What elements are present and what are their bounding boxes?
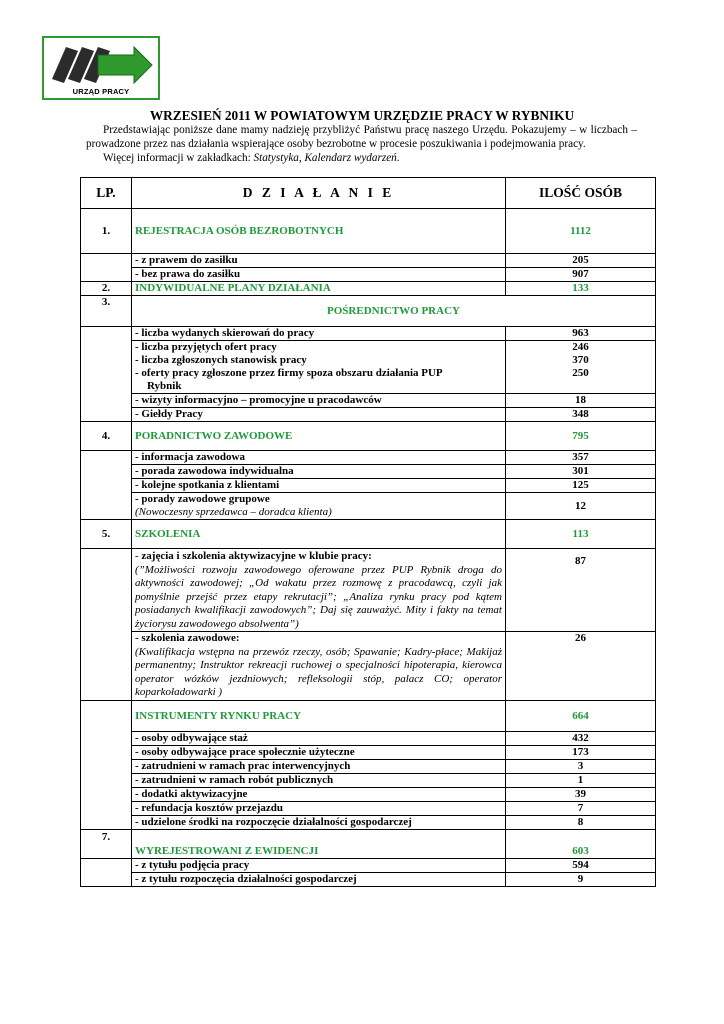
empty-cell bbox=[81, 549, 132, 701]
row-label: - dodatki aktywizacyjne bbox=[132, 787, 506, 801]
row-value: 594 bbox=[506, 858, 656, 872]
section-number: 5. bbox=[81, 520, 132, 549]
section-number: 1. bbox=[81, 209, 132, 254]
empty-cell bbox=[81, 327, 132, 422]
section-number: 7. bbox=[81, 829, 132, 858]
row-value: 963 bbox=[506, 327, 656, 341]
intro-paragraph: Przedstawiając poniższe dane mamy nadzieję przybliżyć Państwu pracę naszego Urzędu. Pokazujemy – w liczbach – prowadzone przez nas działania wspierające osoby bezrobotne w procesie poszukiwania i podejmowania pracy. bbox=[86, 124, 637, 150]
row-label: - osoby odbywające staż bbox=[132, 731, 506, 745]
section-value: 133 bbox=[506, 282, 656, 296]
table-row bbox=[81, 801, 656, 815]
row-value: 26 bbox=[506, 632, 656, 701]
row-value: 370 bbox=[506, 354, 656, 367]
section-title: POŚREDNICTWO PRACY bbox=[132, 296, 656, 327]
row-label-note: (”Możliwości rozwoju zawodowego oferowane przez PUP Rybnik droga do aktywności zawodowej; „Od wakatu przez rozmowę z pracodawcą, czyli jak pomyślnie przejść przez etapy rekrutacji”; „Analiza rynku pracy pod kątem posiadanych kwalifikacji zawodowych”; Daj się zauważyć. Mity i fakty na temat życiorysu zawodowego absolwenta”) bbox=[135, 563, 502, 630]
row-value: 907 bbox=[506, 268, 656, 282]
section-value: 795 bbox=[506, 422, 656, 451]
table-row bbox=[81, 327, 656, 341]
row-value: 357 bbox=[506, 451, 656, 465]
section-row bbox=[81, 700, 656, 731]
row-value: 173 bbox=[506, 745, 656, 759]
row-value: 39 bbox=[506, 787, 656, 801]
section-title: INDYWIDUALNE PLANY DZIAŁANIA bbox=[132, 282, 506, 296]
row-label-main: - porady zawodowe grupowe bbox=[135, 493, 270, 505]
row-label: - z prawem do zasiłku bbox=[132, 254, 506, 268]
section-title: PORADNICTWO ZAWODOWE bbox=[132, 422, 506, 451]
intro-suffix: . bbox=[396, 152, 400, 164]
section-title: WYREJESTROWANI Z EWIDENCJI bbox=[132, 829, 506, 858]
empty-cell bbox=[81, 254, 132, 282]
header-ilosc: ILOŚĆ OSÓB bbox=[506, 178, 656, 209]
intro-more-info bbox=[86, 151, 637, 165]
row-label: - porada zawodowa indywidualna bbox=[132, 465, 506, 479]
section-number: 3. bbox=[81, 296, 132, 327]
row-label: - zatrudnieni w ramach prac interwencyjnych bbox=[132, 759, 506, 773]
row-value: 301 bbox=[506, 465, 656, 479]
table-row bbox=[81, 268, 656, 282]
section-number: 4. bbox=[81, 422, 132, 451]
row-label-line1: - oferty pracy zgłoszone przez firmy spoza obszaru działania PUP bbox=[135, 367, 443, 379]
table-row bbox=[81, 815, 656, 829]
row-value: 87 bbox=[506, 549, 656, 632]
row-value: 3 bbox=[506, 759, 656, 773]
section-value: 664 bbox=[506, 700, 656, 731]
section-number: 2. bbox=[81, 282, 132, 296]
row-value: 432 bbox=[506, 731, 656, 745]
statystyka-link[interactable]: Statystyka bbox=[253, 152, 299, 164]
empty-cell bbox=[81, 858, 132, 886]
row-value: 348 bbox=[506, 408, 656, 422]
row-value: 250 bbox=[506, 367, 656, 394]
section-title: INSTRUMENTY RYNKU PRACY bbox=[132, 700, 506, 731]
table-row bbox=[81, 254, 656, 268]
table-row bbox=[81, 479, 656, 493]
section-row bbox=[81, 296, 656, 327]
row-value: 12 bbox=[506, 493, 656, 520]
row-label bbox=[132, 493, 506, 520]
table-row bbox=[81, 632, 656, 701]
row-value: 7 bbox=[506, 801, 656, 815]
table-row bbox=[81, 367, 656, 394]
table-row bbox=[81, 759, 656, 773]
row-label: - z tytułu rozpoczęcia działalności gospodarczej bbox=[132, 872, 506, 886]
section-row bbox=[81, 282, 656, 296]
empty-cell bbox=[81, 451, 132, 520]
table-row bbox=[81, 858, 656, 872]
row-value: 8 bbox=[506, 815, 656, 829]
table-row bbox=[81, 872, 656, 886]
row-label: - liczba zgłoszonych stanowisk pracy bbox=[132, 354, 506, 367]
row-label-line2: Rybnik bbox=[147, 380, 182, 392]
empty-cell bbox=[81, 700, 132, 829]
row-label: - informacja zawodowa bbox=[132, 451, 506, 465]
row-label: - Giełdy Pracy bbox=[132, 408, 506, 422]
row-value: 205 bbox=[506, 254, 656, 268]
row-label-prefix: - bbox=[135, 550, 142, 562]
table-row bbox=[81, 731, 656, 745]
table-row bbox=[81, 354, 656, 367]
table-header-row bbox=[81, 178, 656, 209]
table-row bbox=[81, 493, 656, 520]
row-label bbox=[132, 367, 506, 394]
intro-text bbox=[86, 123, 637, 165]
table-row bbox=[81, 549, 656, 632]
section-value: 113 bbox=[506, 520, 656, 549]
row-label: - liczba przyjętych ofert pracy bbox=[132, 341, 506, 355]
table-row bbox=[81, 341, 656, 355]
row-label-note: (Kwalifikacja wstępna na przewóz rzeczy, osób; Spawanie; Kadry-płace; Makijaż permanentny; Instruktor rekreacji ruchowej o specjalności hipoterapia, kierowca operator wózków jezdniowych; refleksologii stóp, palacz CO; operator koparkoładowarki ) bbox=[135, 645, 502, 698]
section-row bbox=[81, 209, 656, 254]
row-label: - zatrudnieni w ramach robót publicznych bbox=[132, 773, 506, 787]
row-label bbox=[132, 549, 506, 632]
table-row bbox=[81, 465, 656, 479]
row-label-main: zajęcia i szkolenia aktywizacyjne w klubie pracy: bbox=[141, 550, 372, 562]
row-label: - z tytułu podjęcia pracy bbox=[132, 858, 506, 872]
table-row bbox=[81, 408, 656, 422]
row-label-main: - szkolenia zawodowe: bbox=[135, 632, 240, 644]
row-label: - udzielone środki na rozpoczęcie działalności gospodarczej bbox=[132, 815, 506, 829]
row-label bbox=[132, 632, 506, 701]
row-label: - refundacja kosztów przejazdu bbox=[132, 801, 506, 815]
table-row bbox=[81, 394, 656, 408]
kalendarz-link[interactable]: Kalendarz wydarzeń bbox=[304, 152, 397, 164]
row-label: - liczba wydanych skierowań do pracy bbox=[132, 327, 506, 341]
table-row bbox=[81, 787, 656, 801]
table-row bbox=[81, 745, 656, 759]
row-label: - wizyty informacyjno – promocyjne u pracodawców bbox=[132, 394, 506, 408]
logo-arrow-icon bbox=[48, 41, 154, 87]
row-value: 1 bbox=[506, 773, 656, 787]
section-title: SZKOLENIA bbox=[132, 520, 506, 549]
table-row bbox=[81, 773, 656, 787]
section-value: 603 bbox=[506, 829, 656, 858]
header-lp: LP. bbox=[81, 178, 132, 209]
row-label: - osoby odbywające prace społecznie użyteczne bbox=[132, 745, 506, 759]
intro-separator: , bbox=[298, 152, 305, 164]
section-row bbox=[81, 422, 656, 451]
row-value: 125 bbox=[506, 479, 656, 493]
intro-more-prefix: Więcej informacji w zakładkach: bbox=[103, 152, 254, 164]
row-label: - kolejne spotkania z klientami bbox=[132, 479, 506, 493]
row-label: - bez prawa do zasiłku bbox=[132, 268, 506, 282]
row-value: 246 bbox=[506, 341, 656, 355]
section-value: 1112 bbox=[506, 209, 656, 254]
header-dzialanie: D Z I A Ł A N I E bbox=[132, 178, 506, 209]
page-title: WRZESIEŃ 2011 W POWIATOWYM URZĘDZIE PRACY W RYBNIKU bbox=[149, 108, 575, 123]
urzad-pracy-logo bbox=[42, 36, 160, 100]
row-value: 9 bbox=[506, 872, 656, 886]
row-value: 18 bbox=[506, 394, 656, 408]
statistics-table bbox=[80, 177, 656, 887]
section-row bbox=[81, 520, 656, 549]
section-row bbox=[81, 829, 656, 858]
row-label-note: (Nowoczesny sprzedawca – doradca klienta) bbox=[135, 506, 332, 518]
table-row bbox=[81, 451, 656, 465]
section-title: REJESTRACJA OSÓB BEZROBOTNYCH bbox=[132, 209, 506, 254]
logo-text: URZĄD PRACY bbox=[72, 87, 130, 96]
